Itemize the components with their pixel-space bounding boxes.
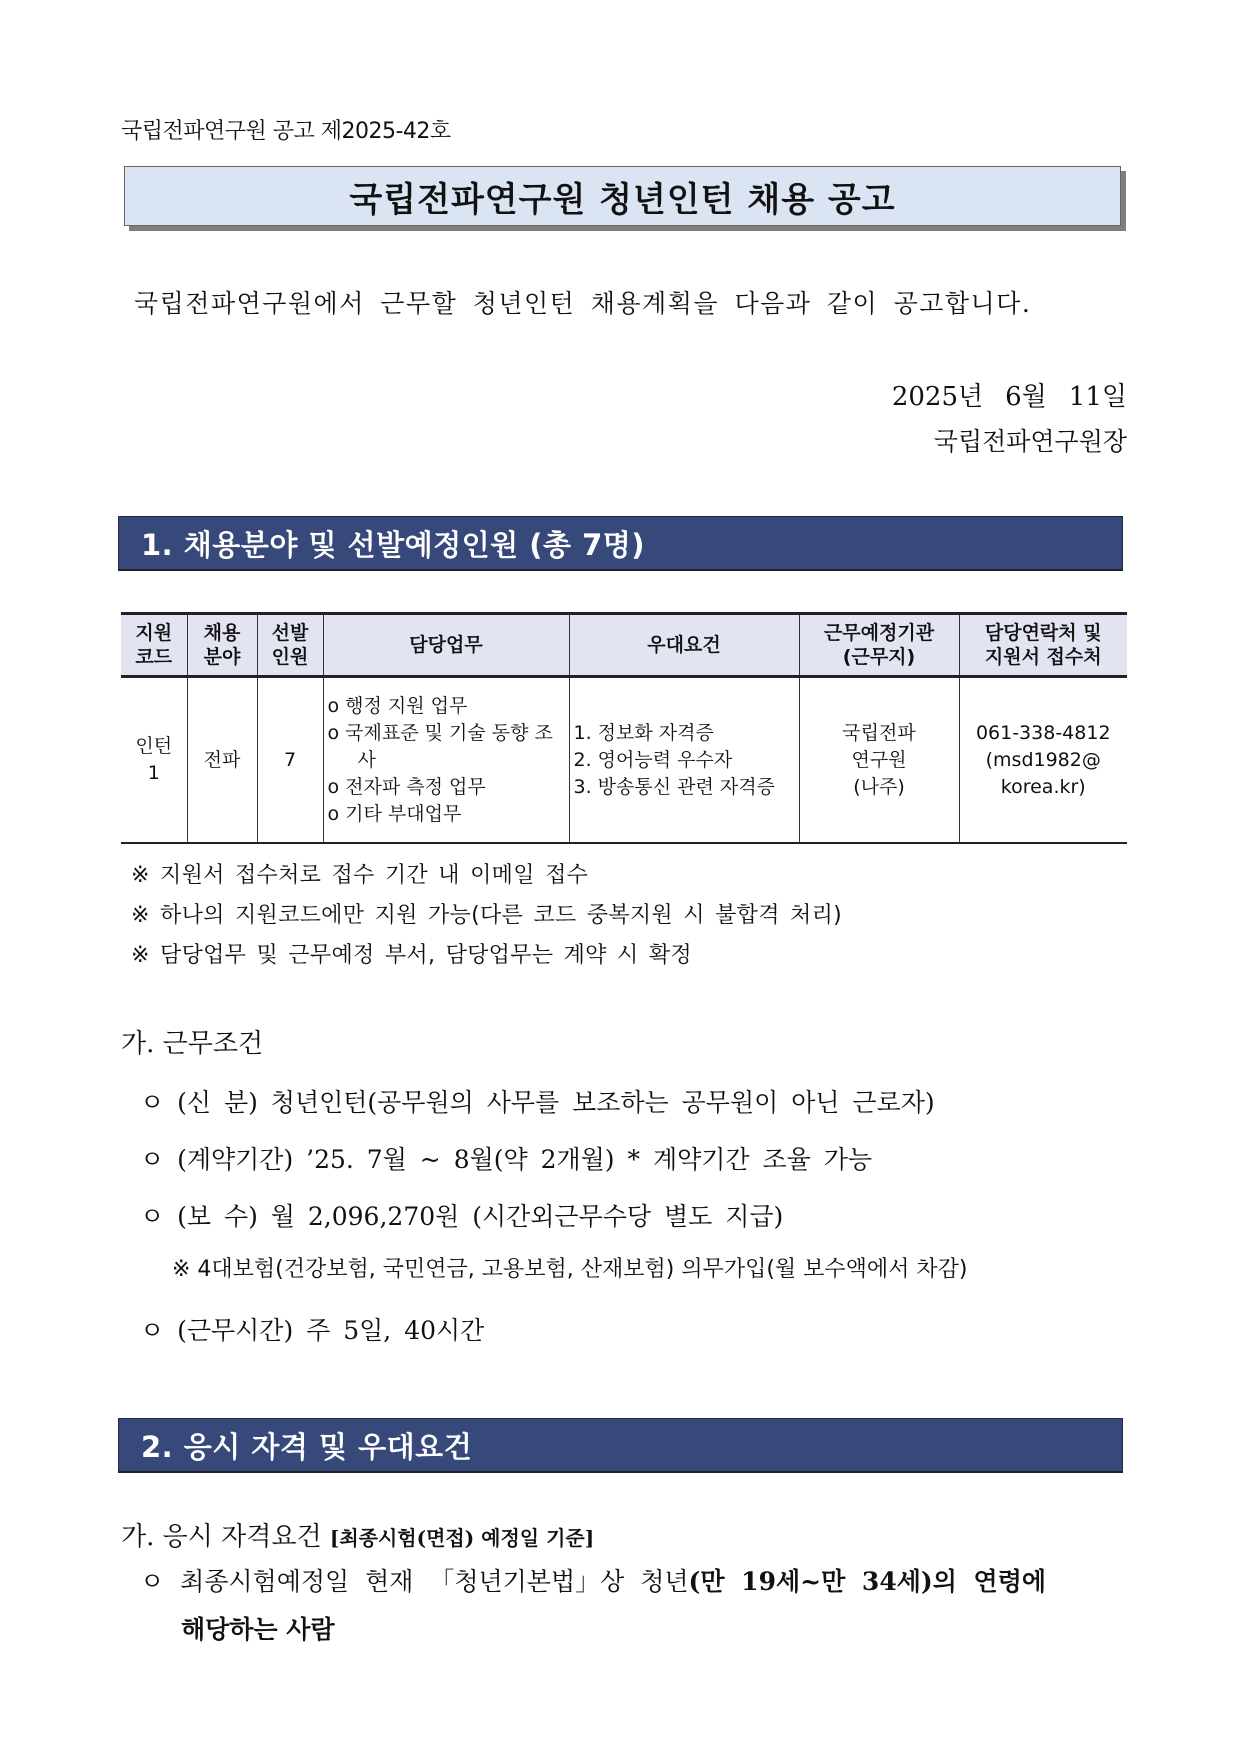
- cell-code: 인턴 1: [121, 677, 187, 844]
- condition-working-hours: ㅇ (근무시간) 주 5일, 40시간: [140, 1316, 485, 1345]
- cell-contact: 061-338-4812 (msd1982@ korea.kr): [959, 677, 1127, 844]
- header-contact: 담당연락처 및 지원서 접수처: [959, 614, 1127, 677]
- header-duties: 담당업무: [323, 614, 569, 677]
- duty-item: o 행정 지원 업무: [327, 694, 468, 717]
- duty-item: o 기타 부대업무: [327, 802, 462, 825]
- page-title: 국립전파연구원 청년인턴 채용 공고: [349, 179, 896, 220]
- note-single-code: ※ 하나의 지원코드에만 지원 가능(다른 코드 중복지원 시 불합격 처리): [131, 903, 843, 928]
- title-box: [124, 166, 1121, 226]
- cell-duties: [323, 677, 569, 844]
- eligibility-heading: [121, 1516, 594, 1553]
- section-2-title: 2. 응시 자격 및 우대요건: [141, 1429, 473, 1464]
- intro-text: 국립전파연구원에서 근무할 청년인턴 채용계획을 다음과 같이 공고합니다.: [134, 289, 1032, 318]
- table-row: [121, 677, 1127, 844]
- eligibility-heading-note: [최종시험(면접) 예정일 기준]: [329, 1526, 595, 1550]
- condition-salary: ㅇ (보 수) 월 2,096,270원 (시간외근무수당 별도 지급): [140, 1202, 784, 1231]
- note-duty-confirmation: ※ 담당업무 및 근무예정 부서, 담당업무는 계약 시 확정: [131, 943, 692, 968]
- header-workplace: 근무예정기관 (근무지): [799, 614, 959, 677]
- qualification-age: [140, 1562, 1046, 1598]
- qualification-age-range: (만 19세~만 34세): [688, 1567, 933, 1596]
- condition-contract-period: ㅇ (계약기간) ’25. 7월 ~ 8월(약 2개월) * 계약기간 조율 가능: [140, 1145, 873, 1174]
- cell-preferences: [569, 677, 799, 844]
- insurance-note: ※ 4대보험(건강보험, 국민연금, 고용보험, 산재보험) 의무가입(월 보수액에서 차감): [172, 1257, 968, 1282]
- cell-count: 7: [257, 677, 323, 844]
- signer: 국립전파연구원장: [933, 427, 1127, 456]
- table-header-row: [121, 614, 1127, 677]
- note-email-submission: ※ 지원서 접수처로 접수 기간 내 이메일 접수: [131, 863, 589, 888]
- header-code: 지원 코드: [121, 614, 187, 677]
- duty-item: o 국제표준 및 기술 동향 조사: [327, 721, 553, 771]
- preference-item: 1. 정보화 자격증: [573, 721, 714, 744]
- work-conditions-heading: 가. 근무조건: [121, 1029, 264, 1059]
- qualification-age-line2: 해당하는 사람: [181, 1615, 335, 1644]
- header-count: 선발 인원: [257, 614, 323, 677]
- announcement-date: [892, 376, 1127, 413]
- header-field: 채용 분야: [187, 614, 257, 677]
- section-1-header: [118, 516, 1123, 571]
- cell-field: 전파: [187, 677, 257, 844]
- announcement-number: 국립전파연구원 공고 제2025-42호: [121, 119, 451, 144]
- qualification-suffix: 의 연령에: [932, 1567, 1047, 1596]
- preference-item: 2. 영어능력 우수자: [573, 748, 733, 771]
- qualification-prefix: ㅇ 최종시험예정일 현재 「청년기본법」상 청년: [140, 1567, 689, 1596]
- date-day: 11일: [1068, 382, 1127, 412]
- section-1-title: 1. 채용분야 및 선발예정인원 (총 7명): [141, 527, 646, 562]
- condition-status: ㅇ (신 분) 청년인턴(공무원의 사무를 보조하는 공무원이 아닌 근로자): [140, 1088, 935, 1117]
- header-preferences: 우대요건: [569, 614, 799, 677]
- recruitment-table: [121, 612, 1127, 844]
- cell-workplace: 국립전파 연구원 (나주): [799, 677, 959, 844]
- section-2-header: [118, 1418, 1123, 1473]
- eligibility-heading-text: 가. 응시 자격요건: [121, 1522, 322, 1552]
- date-year: 2025년: [891, 382, 984, 412]
- preference-item: 3. 방송통신 관련 자격증: [573, 775, 775, 798]
- duty-item: o 전자파 측정 업무: [327, 775, 486, 798]
- date-month: 6월: [1005, 382, 1047, 412]
